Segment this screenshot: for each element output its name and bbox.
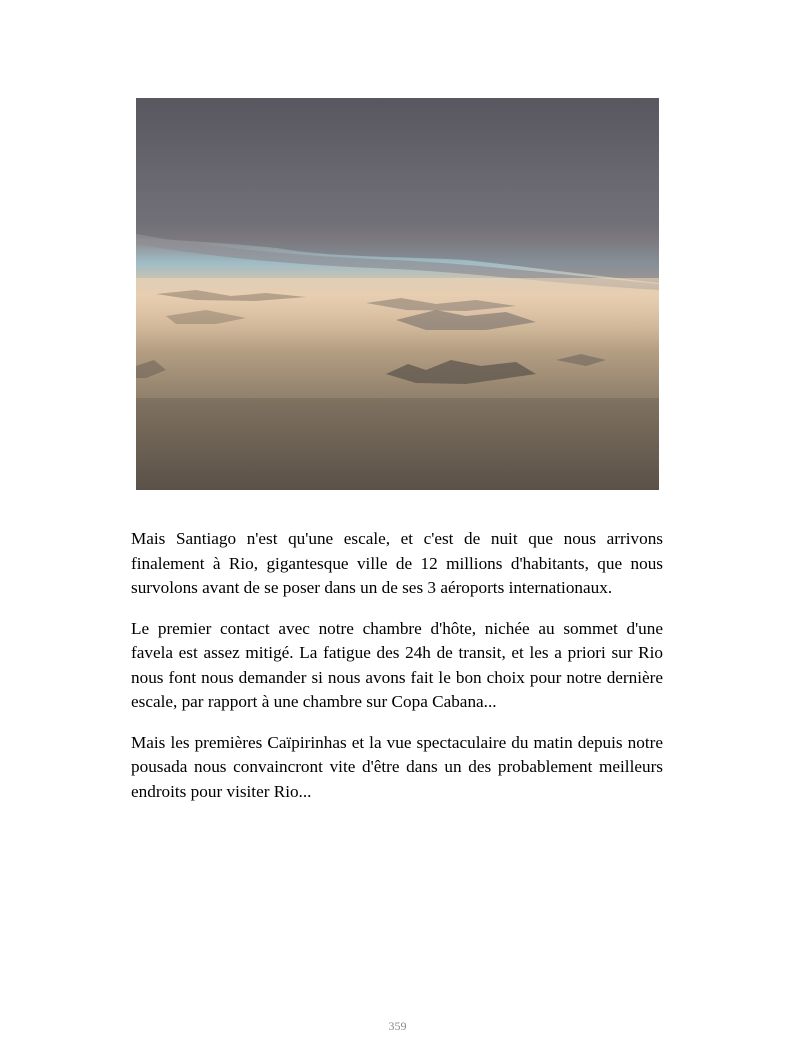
paragraph-2: Le premier contact avec notre chambre d'hôte, nichée au sommet d'une favela est assez mitigé. La fatigue des 24h de transit, et les a priori sur Rio nous font nous demander si nous avons fait le bon choix pour notre dernière escale, par rapport à une chambre sur Copa Cabana... xyxy=(131,618,663,711)
body-text xyxy=(131,527,663,820)
aerial-photo xyxy=(136,98,659,490)
paragraph-1: Mais Santiago n'est qu'une escale, et c'est de nuit que nous arrivons finalement à Rio, gigantesque ville de 12 millions d'habitants, que nous survolons avant de se poser dans un de ses 3 aéroports internationaux. xyxy=(131,529,663,597)
paragraph-3: Mais les premières Caïpirinhas et la vue spectaculaire du matin depuis notre pousada nous convaincront vite d'être dans un des probablement meilleurs endroits pour visiter Rio... xyxy=(131,732,663,801)
aerial-photo-drawing xyxy=(136,98,659,490)
page-number: 359 xyxy=(388,1019,407,1033)
